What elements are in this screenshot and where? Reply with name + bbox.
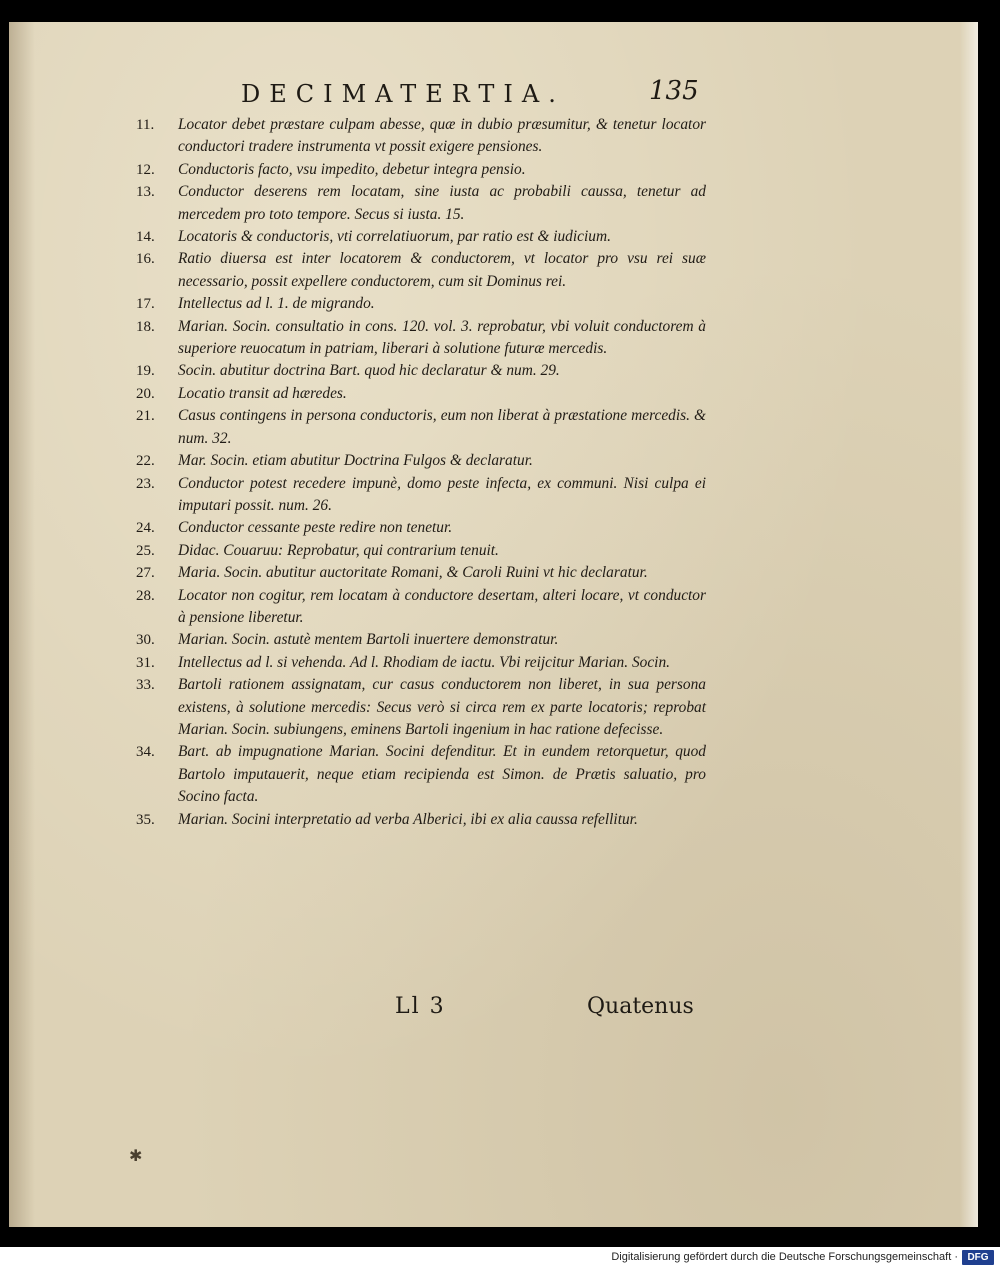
entry-number: 16. bbox=[136, 251, 155, 268]
entry-text: Marian. Socin. consultatio in cons. 120. vol. 3. reprobatur, vbi voluit conductorem à superiore reuocatum in patriam, liberari à solutione futuræ mercedis. bbox=[178, 317, 706, 358]
entry-number: 25. bbox=[136, 542, 155, 559]
entry-text: Intellectus ad l. 1. de migrando. bbox=[178, 295, 375, 313]
entry-text: Mar. Socin. etiam abutitur Doctrina Fulgos & declaratur. bbox=[178, 452, 533, 470]
summary-list bbox=[136, 114, 706, 831]
entry-number: 22. bbox=[136, 453, 155, 470]
summary-entry bbox=[136, 316, 706, 361]
entry-number: 13. bbox=[136, 184, 155, 201]
summary-entry bbox=[136, 360, 706, 382]
summary-entry bbox=[136, 674, 706, 741]
entry-number: 35. bbox=[136, 811, 155, 828]
entry-text: Casus contingens in persona conductoris, eum non liberat à præstatione mercedis. & num. 32. bbox=[178, 407, 706, 447]
book-page bbox=[9, 22, 978, 1227]
entry-text: Bartoli rationem assignatam, cur casus conductorem non liberet, in sua persona existens, à solutione mercedis: Secus verò si circa rem ex parte locatoris; reprobat Marian. Socin. subiungens, eminens Bartoli ingenium in hac ratione defecisse. bbox=[178, 676, 706, 738]
entry-text: Intellectus ad l. si vehenda. Ad l. Rhodiam de iactu. Vbi reijcitur Marian. Socin. bbox=[178, 653, 670, 671]
entry-text: Bart. ab impugnatione Marian. Socini defenditur. Et in eundem retorquetur, quod Bartolo imputauerit, neque etiam recipienda est Simon. de Prætis saluatio, pro Socino facta. bbox=[178, 743, 706, 806]
entry-text: Conductoris facto, vsu impedito, debetur integra pensio. bbox=[178, 160, 526, 178]
entry-text: Didac. Couaruu: Reprobatur, qui contrarium tenuit. bbox=[178, 541, 499, 559]
summary-entry bbox=[136, 473, 706, 518]
entry-number: 34. bbox=[136, 744, 155, 761]
summary-entry bbox=[136, 517, 706, 539]
page-edge bbox=[960, 22, 978, 1227]
entry-number: 17. bbox=[136, 296, 155, 313]
entry-number: 19. bbox=[136, 363, 155, 380]
page-number: 135 bbox=[649, 76, 699, 106]
running-head: DECIMATERTIA. bbox=[241, 80, 565, 108]
summary-entry bbox=[136, 652, 706, 674]
funding-footer bbox=[0, 1247, 1000, 1269]
summary-entry bbox=[136, 226, 706, 248]
catchword: Quatenus bbox=[587, 994, 694, 1019]
entry-text: Maria. Socin. abutitur auctoritate Romani, & Caroli Ruini vt hic declaratur. bbox=[178, 564, 648, 582]
summary-entry bbox=[136, 114, 706, 159]
summary-entry bbox=[136, 383, 706, 405]
summary-entry bbox=[136, 159, 706, 181]
entry-number: 11. bbox=[136, 117, 155, 133]
entry-text: Marian. Socini interpretatio ad verba Alberici, ibi ex alia caussa refellitur. bbox=[178, 810, 638, 828]
summary-entry bbox=[136, 629, 706, 651]
summary-entry bbox=[136, 405, 706, 450]
entry-number: 28. bbox=[136, 587, 155, 604]
summary-entry bbox=[136, 540, 706, 562]
entry-number: 31. bbox=[136, 654, 155, 671]
entry-number: 30. bbox=[136, 632, 155, 649]
entry-number: 12. bbox=[136, 161, 155, 178]
entry-text: Conductor deserens rem locatam, sine iusta ac probabili caussa, tenetur ad mercedem pro toto tempore. Secus si iusta. 15. bbox=[178, 183, 706, 223]
entry-number: 20. bbox=[136, 385, 155, 402]
summary-entry bbox=[136, 293, 706, 315]
entry-text: Locator debet præstare culpam abesse, quæ in dubio præsumitur, & tenetur locator conductori tradere instrumenta vt possit exigere pensiones. bbox=[178, 116, 706, 156]
funding-credit: Digitalisierung gefördert durch die Deutsche Forschungsgemeinschaft · bbox=[611, 1251, 958, 1263]
entry-text: Marian. Socin. astutè mentem Bartoli inuertere demonstratur. bbox=[178, 631, 559, 649]
dfg-logo-icon: DFG bbox=[962, 1250, 994, 1265]
entry-number: 24. bbox=[136, 520, 155, 537]
entry-text: Locatio transit ad hæredes. bbox=[178, 384, 347, 402]
entry-number: 14. bbox=[136, 229, 155, 246]
entry-number: 27. bbox=[136, 565, 155, 582]
signature-mark: Ll 3 bbox=[395, 994, 446, 1019]
entry-text: Conductor potest recedere impunè, domo peste infecta, ex communi. Nisi culpa ei imputari possit. num. 26. bbox=[178, 474, 706, 514]
entry-number: 33. bbox=[136, 677, 155, 694]
summary-entry bbox=[136, 809, 706, 831]
entry-text: Conductor cessante peste redire non tenetur. bbox=[178, 519, 453, 537]
entry-text: Ratio diuersa est inter locatorem & conductorem, vt locator pro vsu rei suæ necessario, possit expellere conductorem, cum sit Dominus rei. bbox=[178, 250, 706, 290]
summary-entry bbox=[136, 248, 706, 293]
entry-text: Socin. abutitur doctrina Bart. quod hic declaratur & num. 29. bbox=[178, 362, 560, 380]
entry-text: Locator non cogitur, rem locatam à conductore desertam, alteri locare, vt conductor à pensione liberetur. bbox=[178, 586, 706, 626]
summary-entry bbox=[136, 562, 706, 584]
entry-number: 21. bbox=[136, 408, 155, 425]
paper-blemish-icon: ✱ bbox=[129, 1146, 143, 1165]
summary-entry bbox=[136, 585, 706, 630]
binding-gutter bbox=[9, 22, 35, 1227]
summary-entry bbox=[136, 181, 706, 226]
summary-entry bbox=[136, 741, 706, 808]
entry-number: 23. bbox=[136, 475, 155, 492]
summary-entry bbox=[136, 450, 706, 472]
entry-text: Locatoris & conductoris, vti correlatiuorum, par ratio est & iudicium. bbox=[178, 228, 611, 246]
entry-number: 18. bbox=[136, 318, 155, 335]
